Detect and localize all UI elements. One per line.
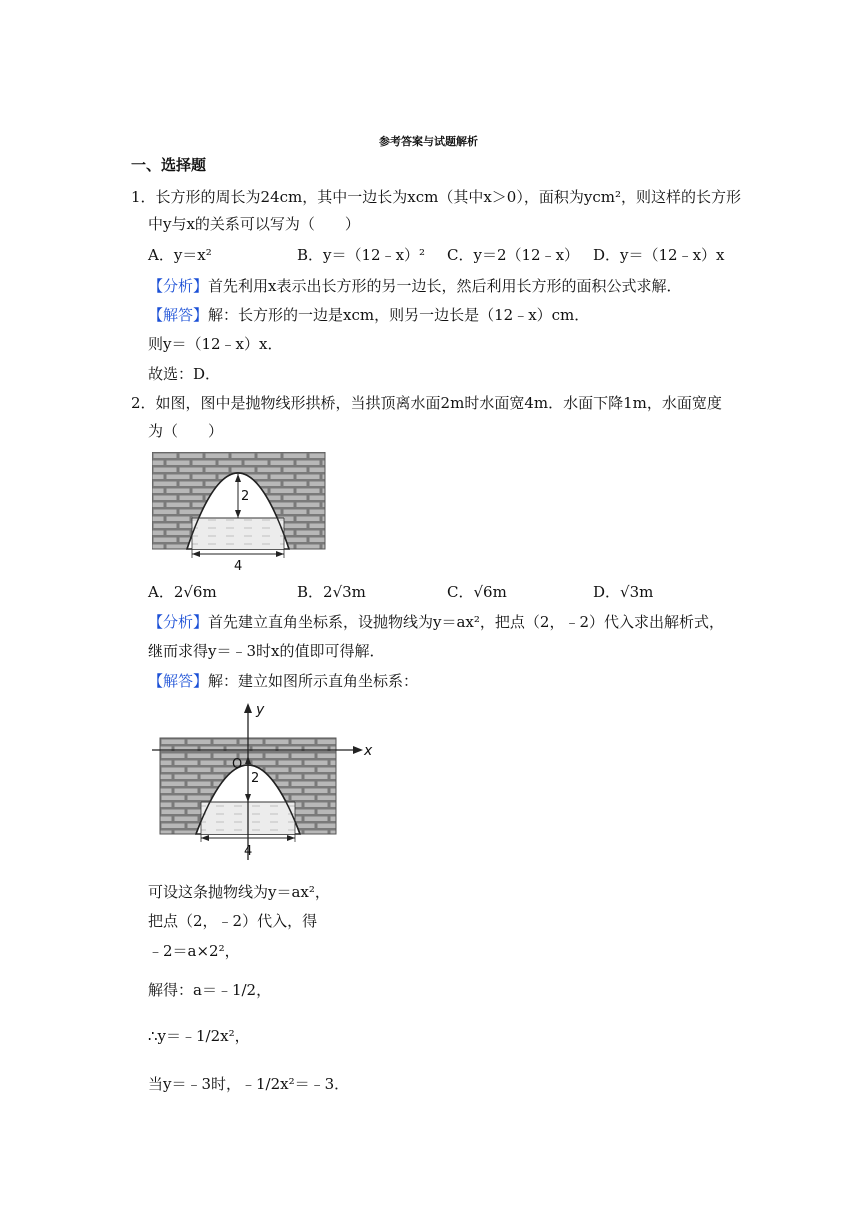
q2-stem-line1 <box>131 393 722 413</box>
origin-label: O <box>232 757 243 772</box>
q2-option-a: A．2√6m <box>148 583 217 601</box>
q1-answer-line3: 故选：D． <box>148 365 221 383</box>
q1-option-b: B．y＝（12﹣x）² <box>297 246 426 264</box>
q1-answer-line2: 则y＝（12﹣x）x． <box>148 335 283 353</box>
q2-answer-line1 <box>148 671 418 691</box>
q1-option-d: D．y＝（12﹣x）x <box>593 246 725 264</box>
q1-stem-line2: 中y与x的关系可以写为（ ） <box>148 215 360 233</box>
q2-answer-tag: 【解答】 <box>148 672 209 690</box>
q1-answer-text: 解：长方形的一边是xcm，则另一边长是（12﹣x）cm． <box>208 306 590 324</box>
q1-analysis-text: 首先利用x表示出长方形的另一边长，然后利用长方形的面积公式求解． <box>208 277 682 295</box>
figure1-height-label: 2 <box>241 489 250 504</box>
figure2-width-label: 4 <box>244 844 253 859</box>
q1-stem-line1 <box>131 187 741 207</box>
q2-work-line4: 解得：a＝﹣1/2， <box>148 981 272 999</box>
coordinate-bridge-figure <box>148 700 380 862</box>
figure2-height-label: 2 <box>251 771 260 786</box>
q2-stem-line2: 为（ ） <box>148 422 224 440</box>
q2-analysis-text: 首先建立直角坐标系，设抛物线为y＝ax²，把点（2，﹣2）代入求出解析式， <box>208 613 724 631</box>
figure1-width-label: 4 <box>234 559 243 574</box>
page-title: 参考答案与试题解析 <box>379 135 478 148</box>
q1-answer-tag: 【解答】 <box>148 306 209 324</box>
q2-number: 2． <box>131 394 156 412</box>
q1-stem-text: 长方形的周长为24cm，其中一边长为xcm（其中x＞0），面积为ycm²，则这样的长方形 <box>155 188 741 206</box>
q2-option-b: B．2√3m <box>297 583 366 601</box>
q1-number: 1． <box>131 188 156 206</box>
q1-answer-line1 <box>148 305 589 325</box>
arch-bridge-figure <box>152 452 328 576</box>
q2-option-c: C．√6m <box>447 583 507 601</box>
section-heading: 一、选择题 <box>131 156 207 174</box>
q2-work-line5: ∴y＝﹣1/2x²， <box>148 1027 250 1045</box>
q2-work-line6: 当y＝﹣3时，﹣1/2x²＝﹣3． <box>148 1075 350 1093</box>
q1-analysis <box>148 276 681 296</box>
q2-analysis-line2: 继而求得y＝﹣3时x的值即可得解． <box>148 642 385 660</box>
q2-work-line3: ﹣2＝a×2²， <box>148 942 240 960</box>
q2-answer-text: 解：建立如图所示直角坐标系： <box>208 672 419 690</box>
q2-analysis-tag: 【分析】 <box>148 613 209 631</box>
q2-work-line1: 可设这条抛物线为y＝ax²， <box>148 883 330 901</box>
y-axis-label: y <box>256 702 265 718</box>
q1-option-c: C．y＝2（12﹣x） <box>447 246 580 264</box>
x-axis-label: x <box>364 743 373 759</box>
q2-analysis-line1 <box>148 612 724 632</box>
q2-work-line2: 把点（2，﹣2）代入，得 <box>148 912 318 930</box>
q1-analysis-tag: 【分析】 <box>148 277 209 295</box>
q2-stem-text: 如图，图中是抛物线形拱桥，当拱顶离水面2m时水面宽4m．水面下降1m，水面宽度 <box>155 394 722 412</box>
q2-option-d: D．√3m <box>593 583 654 601</box>
q1-option-a: A．y＝x² <box>148 246 212 264</box>
